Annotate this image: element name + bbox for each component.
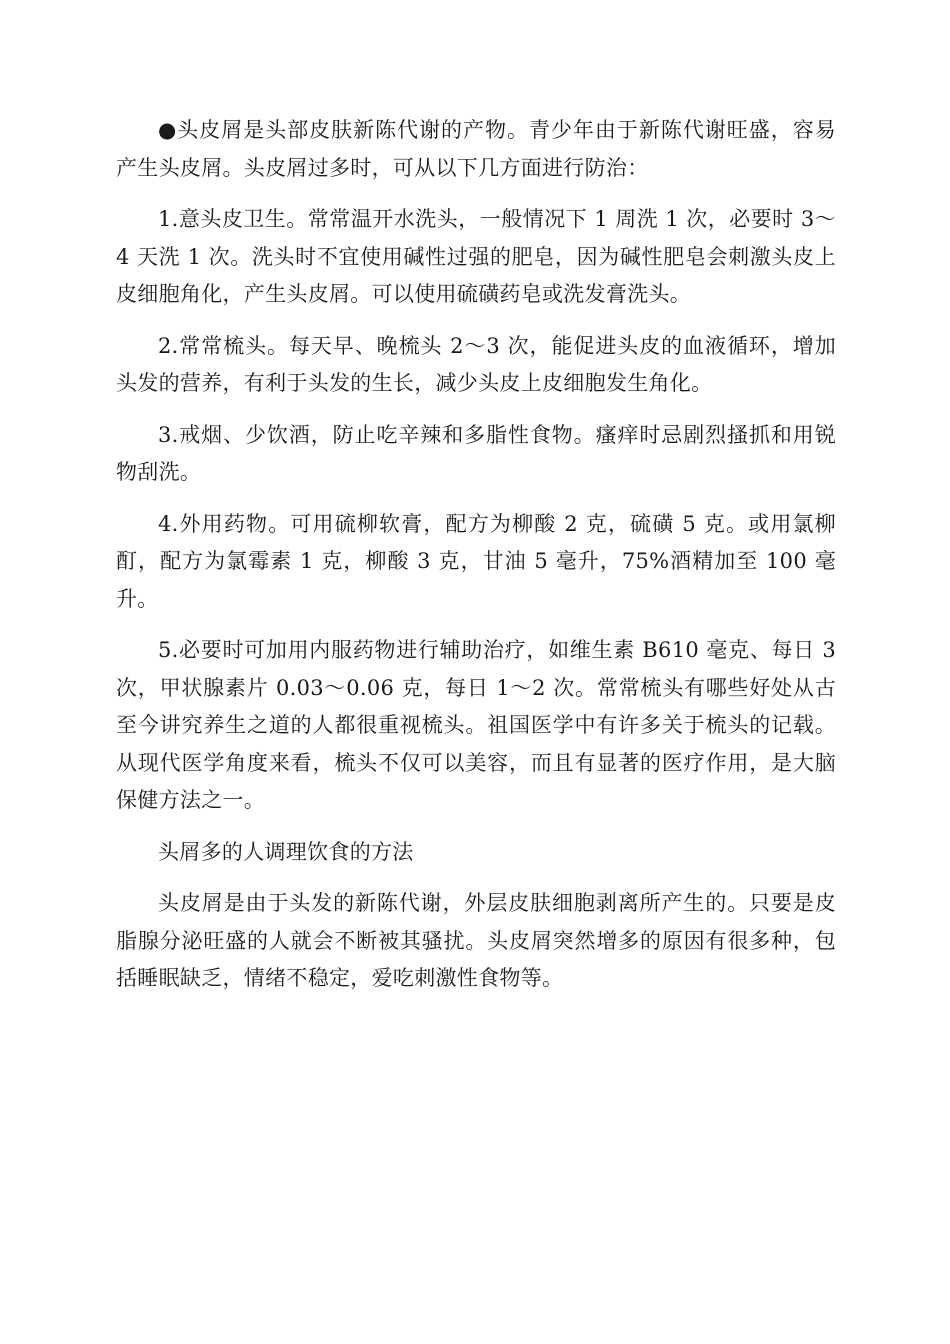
- paragraph-item-3: 3.戒烟、少饮酒，防止吃辛辣和多脂性食物。瘙痒时忌剧烈搔抓和用锐物刮洗。: [116, 422, 836, 484]
- paragraph-item-4: 4.外用药物。可用硫柳软膏，配方为柳酸 2 克，硫磺 5 克。或用氯柳酊，配方为氯霉素 1 克，柳酸 3 克，甘油 5 毫升，75%酒精加至 100 毫升。: [116, 511, 836, 611]
- section-heading: 头屑多的人调理饮食的方法: [158, 839, 414, 864]
- paragraph-intro: ●头皮屑是头部皮肤新陈代谢的产物。青少年由于新陈代谢旺盛，容易产生头皮屑。头皮屑过多时，可从以下几方面进行防治：: [116, 118, 836, 180]
- paragraph-item-1: 1.意头皮卫生。常常温开水洗头，一般情况下 1 周洗 1 次，必要时 3～4 天洗 1 次。洗头时不宜使用碱性过强的肥皂，因为碱性肥皂会刺激头皮上皮细胞角化，产生头皮屑。可以使用硫磺药皂或洗发膏洗头。: [116, 207, 836, 306]
- paragraph-item-5: 5.必要时可加用内服药物进行辅助治疗，如维生素 B610 毫克、每日 3 次，甲状腺素片 0.03～0.06 克，每日 1～2 次。常常梳头有哪些好处从古至今讲究养生之道的人都很重视梳头。祖国医学中有许多关于梳头的记载。从现代医学角度来看，梳头不仅可以美容，而且有显著的医疗作用，是大脑保健方法之一。: [116, 638, 836, 812]
- paragraph-item-2: 2.常常梳头。每天早、晚梳头 2～3 次，能促进头皮的血液循环，增加头发的营养，有利于头发的生长，减少头皮上皮细胞发生角化。: [116, 333, 836, 395]
- paragraph-closing: 头皮屑是由于头发的新陈代谢，外层皮肤细胞剥离所产生的。只要是皮脂腺分泌旺盛的人就会不断被其骚扰。头皮屑突然增多的原因有很多种，包括睡眠缺乏，情绪不稳定，爱吃刺激性食物等。: [116, 891, 836, 990]
- document-body: [116, 112, 836, 998]
